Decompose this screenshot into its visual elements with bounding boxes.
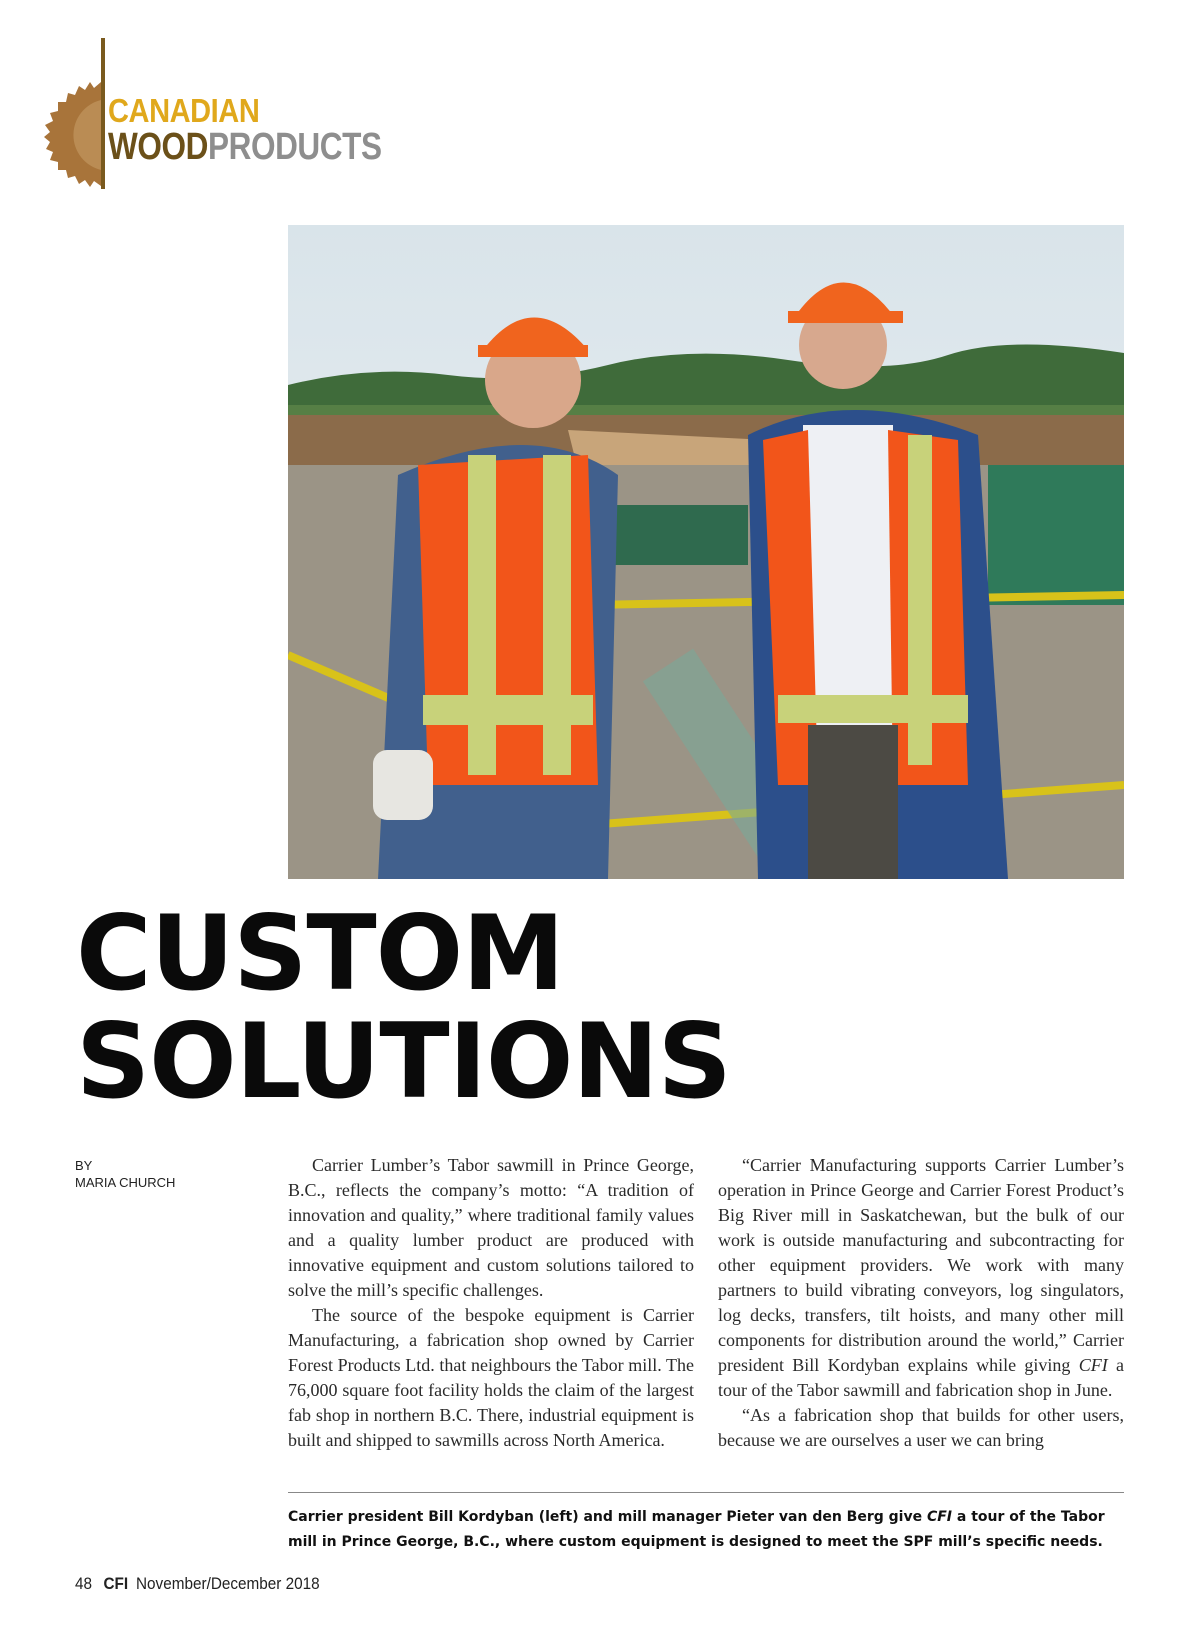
photo-caption [288,1505,1124,1555]
byline-author: MARIA CHURCH [75,1175,176,1190]
byline [75,1157,175,1191]
logo-text-products: PRODUCTS [207,126,382,168]
logo-divider [101,38,105,189]
page-footer [75,1574,320,1594]
magazine-logo [44,38,384,188]
body-paragraph [718,1153,1124,1403]
body-column-1 [288,1153,694,1453]
logo-text-canadian: CANADIAN [108,92,260,129]
caption-italic: CFI [926,1509,953,1525]
body-text: “Carrier Manufacturing supports Carrier Lumber’s operation in Prince George and Carrier Forest Product’s Big River mill in Saskatchewan, but the bulk of our work is outside manufacturing and subcontracting for other equipment providers. We work with many partners to build vibrating conveyors, log singulators, log decks, transfers, tilt hoists, and many other mill components for distribution around the world,” Carrier president Bill Kordyban explains while giving [718,1155,1124,1375]
body-paragraph: The source of the bespoke equipment is Carrier Manufacturing, a fabrication shop owned by Carrier Forest Products Ltd. that neighbours the Tabor mill. The 76,000 square foot facility holds the claim of the largest fab shop in northern B.C. There, industrial equipment is built and shipped to sawmills across North America. [288,1305,694,1450]
feature-photo [288,225,1124,879]
issue-date: November/December 2018 [136,1574,320,1593]
body-text: a tour of the Tabor sawmill and fabrication shop in June. [718,1355,1124,1400]
caption-text: a tour of the Tabor mill in Prince George, B.C., where custom equipment is designed to meet the SPF mill’s specific needs. [288,1509,1105,1550]
saw-blade-icon [44,78,102,188]
body-paragraph: “As a fabrication shop that builds for other users, because we are ourselves a user we can bring [718,1405,1124,1450]
body-column-2 [718,1153,1124,1453]
logo-text-woodproducts [108,128,382,166]
page-number: 48 [75,1574,93,1593]
headline-line-2: SOLUTIONS [76,1002,731,1122]
logo-text-wood: WOOD [108,126,208,168]
body-paragraph: Carrier Lumber’s Tabor sawmill in Prince George, B.C., reflects the company’s motto: “A tradition of innovation and quality,” where traditional family values and a quality lumber product are produced with innovative equipment and custom solutions tailored to solve the mill’s specific challenges. [288,1155,694,1300]
caption-rule [288,1492,1124,1493]
headline-line-1: CUSTOM [76,894,564,1014]
caption-text: Carrier president Bill Kordyban (left) and mill manager Pieter van den Berg give [288,1509,927,1525]
magazine-name-italic: CFI [1078,1355,1108,1375]
article-headline [76,894,731,1122]
byline-by: BY [75,1158,93,1173]
magazine-name: CFI [103,1574,129,1593]
